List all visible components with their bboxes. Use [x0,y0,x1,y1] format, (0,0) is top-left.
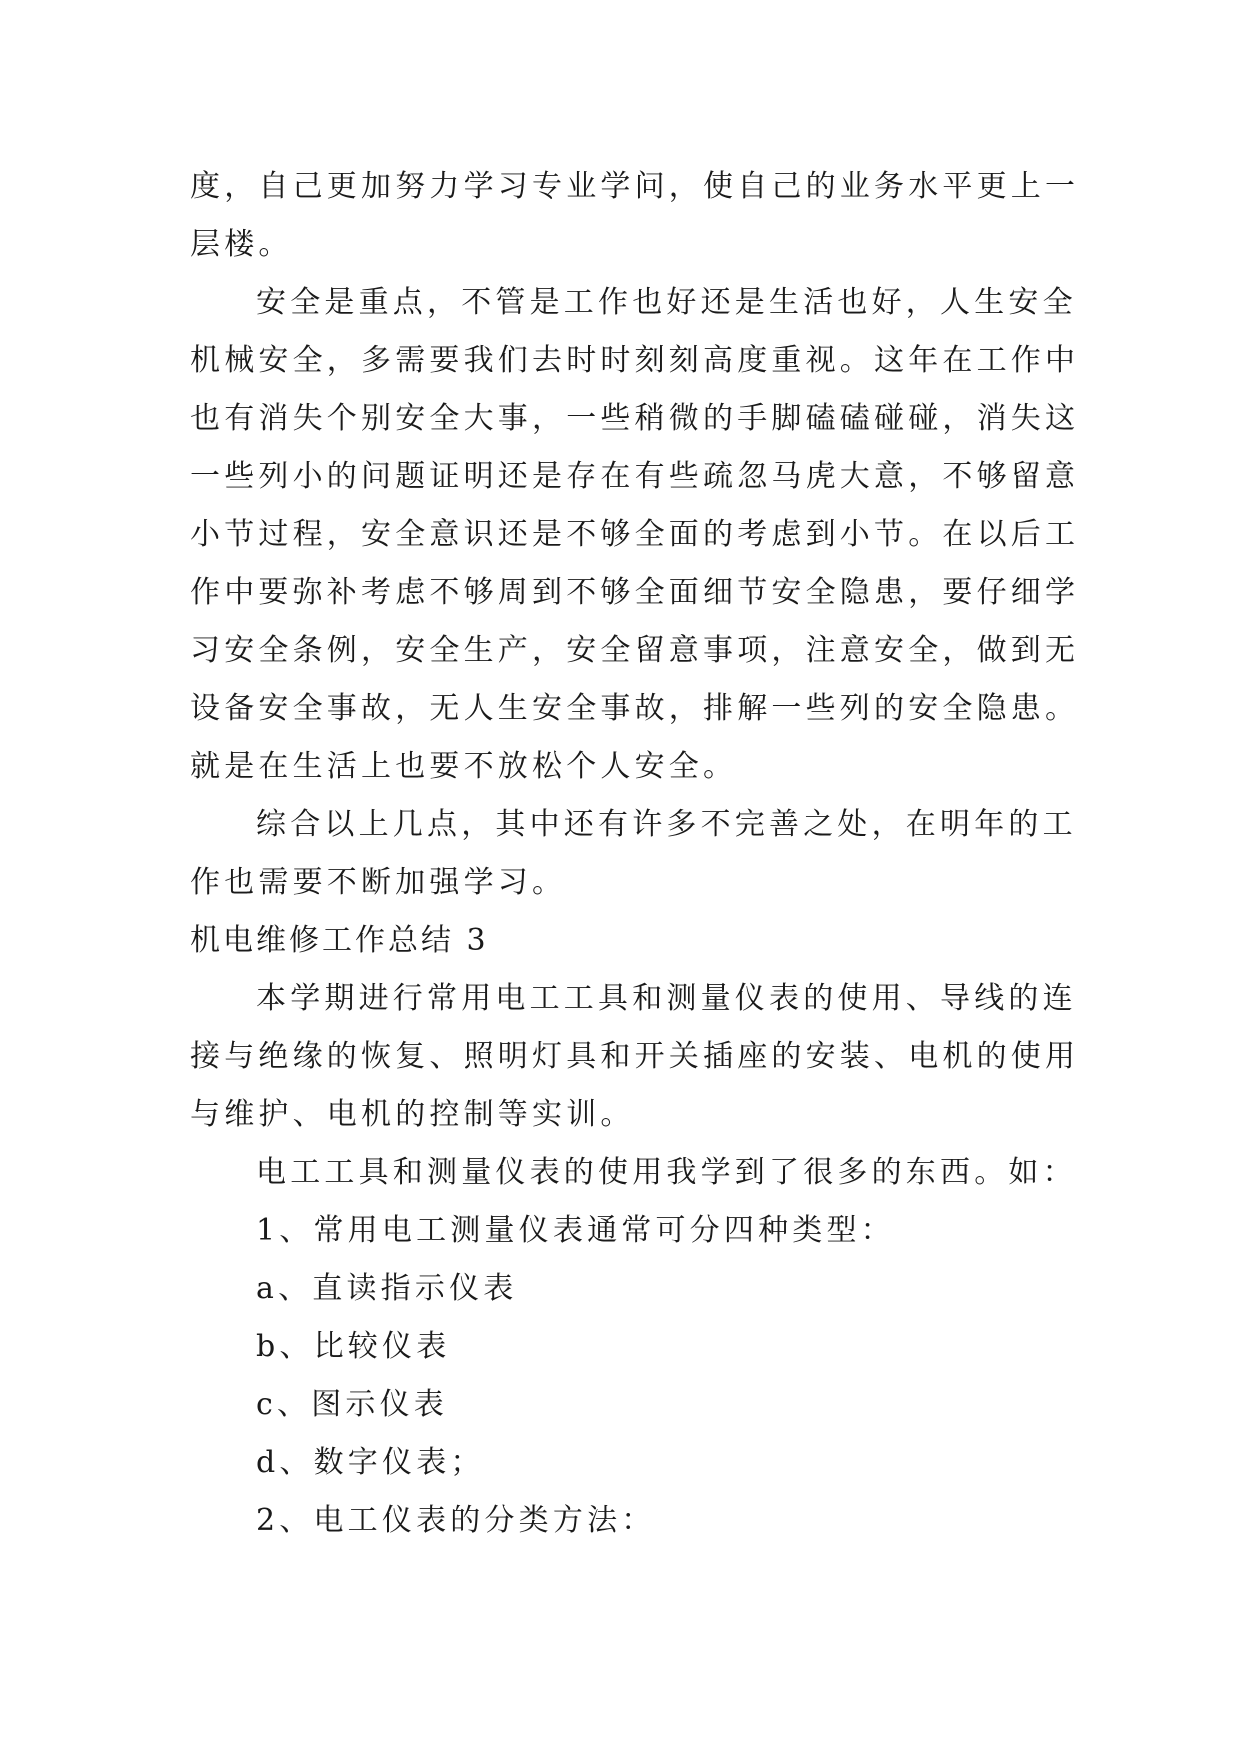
text-line: 也有消失个别安全大事，一些稍微的手脚磕磕碰碰，消失这 [190,401,1080,436]
text-line: 作也需要不断加强学习。 [190,865,567,900]
text-line: 习安全条例，安全生产，安全留意事项，注意安全，做到无 [190,633,1080,668]
text-line: 与维护、电机的控制等实训。 [190,1097,635,1132]
section-heading: 机电维修工作总结 3 [190,923,489,958]
paragraph-start-line: 电工工具和测量仪表的使用我学到了很多的东西。如： [256,1155,1077,1190]
text-line: 接与绝缘的恢复、照明灯具和开关插座的安装、电机的使用 [190,1039,1080,1074]
list-item: b、比较仪表 [256,1329,451,1364]
text-line: 设备安全事故，无人生安全事故，排解一些列的安全隐患。 [190,691,1080,726]
list-item: c、图示仪表 [256,1387,449,1422]
paragraph-start-line: 安全是重点，不管是工作也好还是生活也好，人生安全 [256,285,1077,320]
document-body [190,158,1080,1550]
list-item: 2、电工仪表的分类方法： [256,1503,656,1538]
list-item: 1、常用电工测量仪表通常可分四种类型： [256,1213,895,1248]
paragraph-start-line: 本学期进行常用电工工具和测量仪表的使用、导线的连 [256,981,1077,1016]
text-line: 度，自己更加努力学习专业学问，使自己的业务水平更上一 [190,169,1080,204]
text-line: 就是在生活上也要不放松个人安全。 [190,749,738,784]
list-item: d、数字仪表； [256,1445,485,1480]
text-line: 小节过程，安全意识还是不够全面的考虑到小节。在以后工 [190,517,1080,552]
text-line: 作中要弥补考虑不够周到不够全面细节安全隐患，要仔细学 [190,575,1080,610]
text-line: 机械安全，多需要我们去时时刻刻高度重视。这年在工作中 [190,343,1080,378]
paragraph-start-line: 综合以上几点，其中还有许多不完善之处，在明年的工 [256,807,1077,842]
text-line: 层楼。 [190,227,293,262]
list-item: a、直读指示仪表 [256,1271,518,1306]
text-line: 一些列小的问题证明还是存在有些疏忽马虎大意，不够留意 [190,459,1080,494]
